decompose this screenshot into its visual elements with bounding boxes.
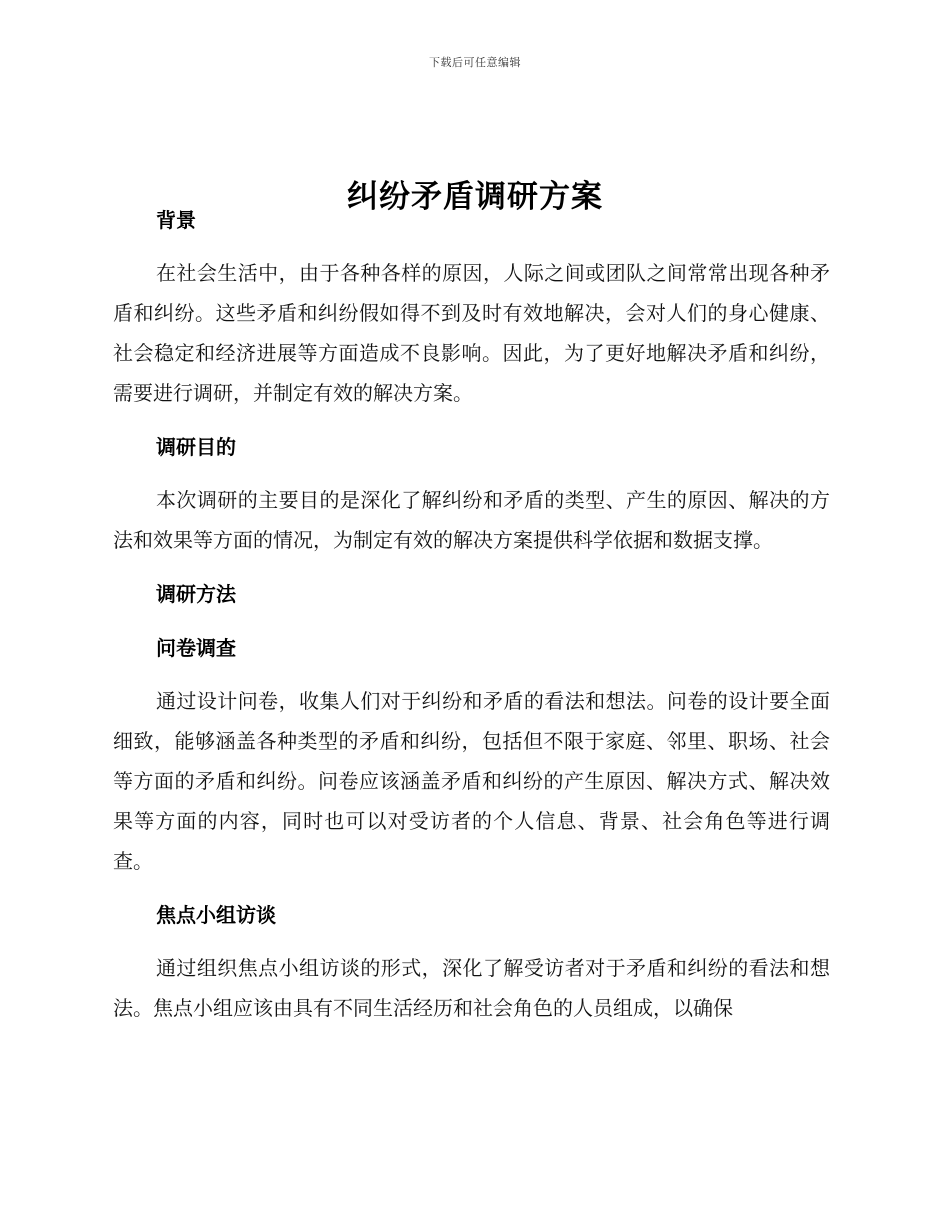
section-paragraph: 本次调研的主要目的是深化了解纠纷和矛盾的类型、产生的原因、解决的方法和效果等方面的情况，为制定有效的解决方案提供科学依据和数据支撑。 — [113, 488, 830, 552]
section-paragraph: 在社会生活中，由于各种各样的原因，人际之间或团队之间常常出现各种矛盾和纠纷。这些矛盾和纠纷假如得不到及时有效地解决，会对人们的身心健康、社会稳定和经济进展等方面造成不良影响。因此，为了更好地解决矛盾和纠纷，需要进行调研，并制定有效的解决方案。 — [113, 261, 830, 405]
section-paragraph: 通过组织焦点小组访谈的形式，深化了解受访者对于矛盾和纠纷的看法和想法。焦点小组应该由具有不同生活经历和社会角色的人员组成，以确保 — [113, 956, 830, 1020]
section-heading: 背景 — [156, 208, 196, 232]
section-focus-group — [113, 895, 830, 1028]
section-heading: 调研目的 — [156, 435, 236, 459]
document-title: 纠纷矛盾调研方案 — [347, 178, 603, 215]
section-paragraph: 通过设计问卷，收集人们对于纠纷和矛盾的看法和想法。问卷的设计要全面细致，能够涵盖各种类型的矛盾和纠纷，包括但不限于家庭、邻里、职场、社会等方面的矛盾和纠纷。问卷应该涵盖矛盾和纠纷的产生原因、解决方式、解决效果等方面的内容，同时也可以对受访者的个人信息、背景、社会角色等进行调查。 — [113, 689, 830, 873]
section-background — [113, 200, 830, 413]
section-heading: 焦点小组访谈 — [156, 903, 276, 927]
section-heading: 问卷调查 — [156, 636, 236, 660]
section-purpose — [113, 427, 830, 560]
section-heading: 调研方法 — [156, 582, 236, 606]
header-note: 下载后可任意编辑 — [429, 56, 521, 69]
section-questionnaire — [113, 628, 830, 881]
document-body — [113, 200, 830, 1028]
section-methods — [113, 574, 830, 614]
